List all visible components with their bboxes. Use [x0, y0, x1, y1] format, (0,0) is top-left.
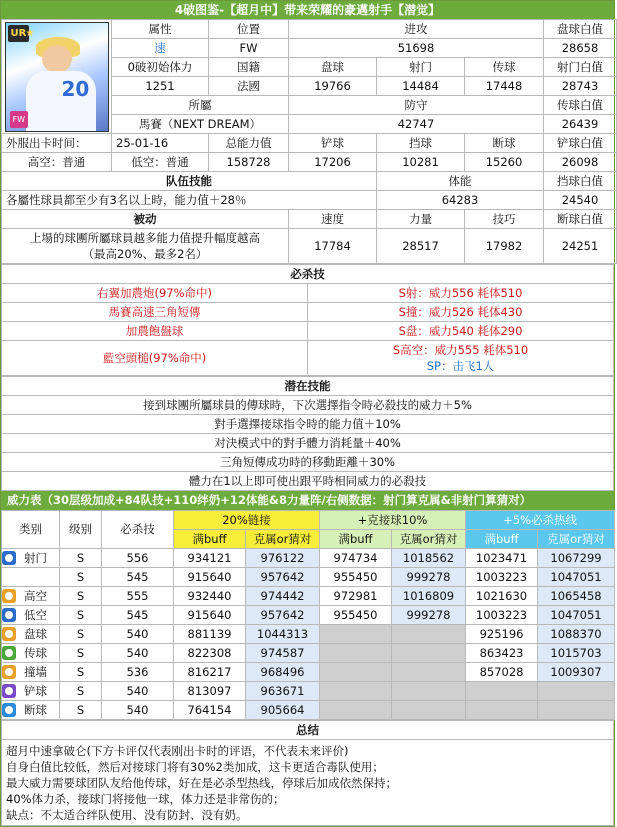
power-level: S	[60, 587, 102, 606]
sub-link-counter: 克属or猜对	[246, 530, 320, 549]
summary-line-5: 缺点：不太适合绊队使用、没有防封、没有奶。	[6, 808, 248, 822]
power-value: 999278	[392, 568, 466, 587]
power-value: 974587	[246, 644, 320, 663]
power-skill-power: 545	[102, 568, 174, 587]
power-level: S	[60, 644, 102, 663]
col-power: 必杀技	[102, 511, 174, 549]
label-power: 力量	[377, 210, 465, 229]
power-value: 1003223	[466, 606, 538, 625]
label-technique: 技巧	[465, 210, 544, 229]
label-passive: 被动	[2, 210, 289, 229]
value-block: 10281	[377, 153, 465, 172]
power-level: S	[60, 606, 102, 625]
label-attr: 属性	[112, 20, 209, 39]
power-skill-power: 540	[102, 644, 174, 663]
power-value: 1047051	[538, 606, 615, 625]
value-tackle: 17206	[289, 153, 377, 172]
label-stamina: 0破初始体力	[112, 58, 209, 77]
power-value: 934121	[174, 549, 246, 568]
latent-table	[1, 376, 614, 491]
value-defense: 42747	[289, 115, 544, 134]
power-category	[2, 625, 60, 644]
player-card-image[interactable]	[5, 22, 109, 132]
sub-link-full: 满buff	[174, 530, 246, 549]
clear-icon	[2, 703, 16, 717]
power-value: 915640	[174, 606, 246, 625]
value-pass-white: 26439	[544, 115, 617, 134]
passive-line-2: （最高20%、最多2名）	[82, 247, 208, 261]
power-value	[320, 644, 392, 663]
power-category-label: 传球	[24, 645, 47, 660]
summary-table	[1, 720, 614, 826]
power-row	[2, 625, 615, 644]
player-head	[42, 45, 72, 73]
power-value: 1018562	[392, 549, 466, 568]
power-value	[466, 682, 538, 701]
label-block: 挡球	[377, 134, 465, 153]
power-category-label: 撞墙	[24, 664, 47, 679]
special-name-1: 右翼加農炮(97%命中)	[2, 284, 308, 303]
value-dribble-white: 28658	[544, 39, 617, 58]
power-rows	[2, 549, 615, 720]
label-shoot-white: 射门白值	[544, 58, 617, 77]
power-value	[320, 682, 392, 701]
special-effect-3: S盘：威力540 耗体290	[308, 322, 614, 341]
label-shoot: 射门	[377, 58, 465, 77]
power-value	[320, 625, 392, 644]
power-value: 915640	[174, 568, 246, 587]
rarity-badge: UR	[8, 25, 30, 42]
power-value: 976122	[246, 549, 320, 568]
shoot-icon	[2, 551, 16, 565]
power-skill-power: 540	[102, 682, 174, 701]
power-value	[538, 682, 615, 701]
passive-line-1: 上場的球團所屬球員越多能力值提升幅度越高	[30, 231, 260, 245]
power-value	[466, 701, 538, 720]
summary-header: 总结	[2, 721, 614, 740]
value-block-white: 24540	[544, 191, 617, 210]
power-row	[2, 663, 615, 682]
power-value: 974442	[246, 587, 320, 606]
power-level: S	[60, 549, 102, 568]
power-table	[1, 510, 615, 720]
col-level: 级别	[60, 511, 102, 549]
power-value: 972981	[320, 587, 392, 606]
value-shoot-white: 28743	[544, 77, 617, 96]
power-row	[2, 568, 615, 587]
power-category-label: 射门	[24, 550, 47, 565]
label-pass-white: 传球白值	[544, 96, 617, 115]
label-physical: 体能	[377, 172, 544, 191]
power-skill-power: 555	[102, 587, 174, 606]
latent-line-4: 三角短傳成功時的移動距離＋30%	[2, 453, 614, 472]
power-value: 822308	[174, 644, 246, 663]
label-pass: 传球	[465, 58, 544, 77]
value-total: 158728	[209, 153, 289, 172]
power-row	[2, 549, 615, 568]
power-value: 1021630	[466, 587, 538, 606]
value-physical: 64283	[377, 191, 544, 210]
star-icon: ★	[25, 27, 35, 39]
power-value: 932440	[174, 587, 246, 606]
value-team-skill: 各屬性球員都至少有3名以上時，能力值＋28％	[2, 191, 377, 210]
jersey-number: 20	[61, 76, 90, 101]
power-value: 999278	[392, 606, 466, 625]
value-release-date: 25-01-16	[112, 134, 209, 153]
power-category	[2, 587, 60, 606]
label-team-skill: 队伍技能	[2, 172, 377, 191]
label-dribble-white: 盘球白值	[544, 20, 617, 39]
power-category	[2, 644, 60, 663]
power-category	[2, 549, 60, 568]
label-position: 位置	[209, 20, 289, 39]
label-speed: 速度	[289, 210, 377, 229]
power-value: 813097	[174, 682, 246, 701]
summary-line-3: 最大威力需要球团队友给他传球，好在是必杀型热线，停球后加成依然保持；	[6, 776, 397, 790]
power-category-label: 盘球	[24, 626, 47, 641]
power-value: 1023471	[466, 549, 538, 568]
special-effect-4-main: S高空：威力555 耗体510	[392, 343, 529, 357]
latent-line-5: 體力在1以上即可使出跟平時相同威力的必殺技	[2, 472, 614, 491]
pass-icon	[2, 646, 16, 660]
label-intercept: 断球	[465, 134, 544, 153]
power-value: 1088370	[538, 625, 615, 644]
header-icon	[2, 589, 16, 603]
power-value: 1015703	[538, 644, 615, 663]
power-value: 1003223	[466, 568, 538, 587]
latent-line-2: 對手選擇接球指令時的能力值＋10%	[2, 415, 614, 434]
value-passive	[2, 229, 289, 264]
power-value: 1067299	[538, 549, 615, 568]
power-skill-power: 536	[102, 663, 174, 682]
power-category-label: 低空	[24, 607, 47, 622]
label-block-white: 挡球白值	[544, 172, 617, 191]
power-value: 816217	[174, 663, 246, 682]
power-skill-power: 540	[102, 701, 174, 720]
power-category	[2, 682, 60, 701]
group-hotline: +5%必杀热线	[466, 511, 615, 530]
label-total: 总能力值	[209, 134, 289, 153]
group-receive: +克接球10%	[320, 511, 466, 530]
label-attack: 进攻	[289, 20, 544, 39]
power-value: 1044313	[246, 625, 320, 644]
col-category: 类别	[2, 511, 60, 549]
value-team: 馬賽（NEXT DREAM）	[112, 115, 289, 134]
value-dribble: 19766	[289, 77, 377, 96]
power-value: 1009307	[538, 663, 615, 682]
power-row	[2, 644, 615, 663]
onetwo-icon	[2, 665, 16, 679]
sub-receive-full: 满buff	[320, 530, 392, 549]
power-value: 1065458	[538, 587, 615, 606]
power-row	[2, 587, 615, 606]
label-tackle: 铲球	[289, 134, 377, 153]
special-table	[1, 264, 614, 376]
page-title: 4破图鉴-【超月中】带来荣耀的豪邁射手【潜觉】	[1, 1, 614, 19]
summary-line-1: 超月中速拿破仑(下方卡评仅代表刚出卡时的评语，不代表未来评价)	[6, 744, 349, 758]
power-row	[2, 606, 615, 625]
power-row	[2, 701, 615, 720]
value-position: FW	[209, 39, 289, 58]
power-level: S	[60, 682, 102, 701]
power-value: 925196	[466, 625, 538, 644]
value-shoot: 14484	[377, 77, 465, 96]
summary-line-2: 自身白值比较低，然后对接球门将有30%2类加成，这卡更适合毒队使用；	[6, 760, 384, 774]
value-tackle-white: 26098	[544, 153, 617, 172]
latent-line-3: 对決模式中的對手體力消耗量＋40%	[2, 434, 614, 453]
volley-icon	[2, 608, 16, 622]
power-value	[392, 644, 466, 663]
label-dribble: 盘球	[289, 58, 377, 77]
special-header: 必杀技	[2, 265, 614, 284]
power-category	[2, 701, 60, 720]
power-value	[320, 701, 392, 720]
power-value	[392, 663, 466, 682]
value-attr: 速	[112, 39, 209, 58]
power-value: 955450	[320, 606, 392, 625]
special-name-2: 馬賽高速三角短傳	[2, 303, 308, 322]
label-nation: 国籍	[209, 58, 289, 77]
label-release-date: 外服出卡时间：	[2, 134, 112, 153]
value-pass: 17448	[465, 77, 544, 96]
power-value: 1016809	[392, 587, 466, 606]
power-value: 957642	[246, 568, 320, 587]
value-speed: 17784	[289, 229, 377, 264]
dribble-icon	[2, 627, 16, 641]
power-value: 963671	[246, 682, 320, 701]
power-skill-power: 556	[102, 549, 174, 568]
power-row	[2, 682, 615, 701]
sub-hotline-full: 满buff	[466, 530, 538, 549]
power-value: 955450	[320, 568, 392, 587]
sub-receive-counter: 克属or猜对	[392, 530, 466, 549]
power-value	[392, 682, 466, 701]
power-value	[320, 663, 392, 682]
value-technique: 17982	[465, 229, 544, 264]
power-value	[392, 701, 466, 720]
power-category-label: 高空	[24, 588, 47, 603]
label-defense: 防守	[289, 96, 544, 115]
tackle-icon	[2, 684, 16, 698]
group-link: 20%链接	[174, 511, 320, 530]
special-effect-4	[308, 341, 614, 376]
power-category	[2, 606, 60, 625]
power-value: 1047051	[538, 568, 615, 587]
power-value: 974734	[320, 549, 392, 568]
power-table-header: 威力表（30层级加成+84队技+110绊奶+12体能&8力量阵/右侧数据：射门算克属&非射门算猜对）	[1, 491, 614, 510]
value-stamina: 1251	[112, 77, 209, 96]
latent-line-1: 接到球團所屬球員的傳球時，下次選擇指令時必殺技的威力＋5%	[2, 396, 614, 415]
value-power: 28517	[377, 229, 465, 264]
power-level: S	[60, 663, 102, 682]
power-level: S	[60, 568, 102, 587]
power-skill-power: 540	[102, 625, 174, 644]
special-effect-4-sp: SP：击飞1人	[426, 359, 495, 373]
info-table	[1, 19, 617, 264]
power-value: 968496	[246, 663, 320, 682]
power-value: 863423	[466, 644, 538, 663]
power-value	[392, 625, 466, 644]
value-intercept-white: 24251	[544, 229, 617, 264]
special-effect-2: S撞：威力526 耗体430	[308, 303, 614, 322]
special-effect-1: S射：威力556 耗体510	[308, 284, 614, 303]
power-value	[538, 701, 615, 720]
sub-hotline-counter: 克属or猜对	[538, 530, 615, 549]
special-name-3: 加農飽盤球	[2, 322, 308, 341]
power-value: 957642	[246, 606, 320, 625]
latent-header: 潜在技能	[2, 377, 614, 396]
power-value: 857028	[466, 663, 538, 682]
value-attack: 51698	[289, 39, 544, 58]
power-skill-power: 545	[102, 606, 174, 625]
summary-line-4: 40%体力杀，接球门将接他一球，体力还是非常伤的；	[6, 792, 285, 806]
value-low-ball: 低空：普通	[112, 153, 209, 172]
value-high-ball: 高空：普通	[2, 153, 112, 172]
power-value: 905664	[246, 701, 320, 720]
power-value: 764154	[174, 701, 246, 720]
special-name-4: 藍空頭槌(97%命中)	[2, 341, 308, 376]
summary-body	[2, 740, 614, 826]
label-tackle-white: 铲球白值	[544, 134, 617, 153]
value-intercept: 15260	[465, 153, 544, 172]
value-nation: 法國	[209, 77, 289, 96]
power-category-label: 铲球	[24, 683, 47, 698]
power-value: 881139	[174, 625, 246, 644]
label-intercept-white: 断球白值	[544, 210, 617, 229]
power-level: S	[60, 625, 102, 644]
power-category-label: 断球	[24, 702, 47, 717]
power-level: S	[60, 701, 102, 720]
power-category	[2, 663, 60, 682]
label-team: 所屬	[112, 96, 289, 115]
card-cell	[2, 20, 112, 134]
power-category	[2, 568, 60, 587]
position-badge: FW	[10, 111, 29, 128]
